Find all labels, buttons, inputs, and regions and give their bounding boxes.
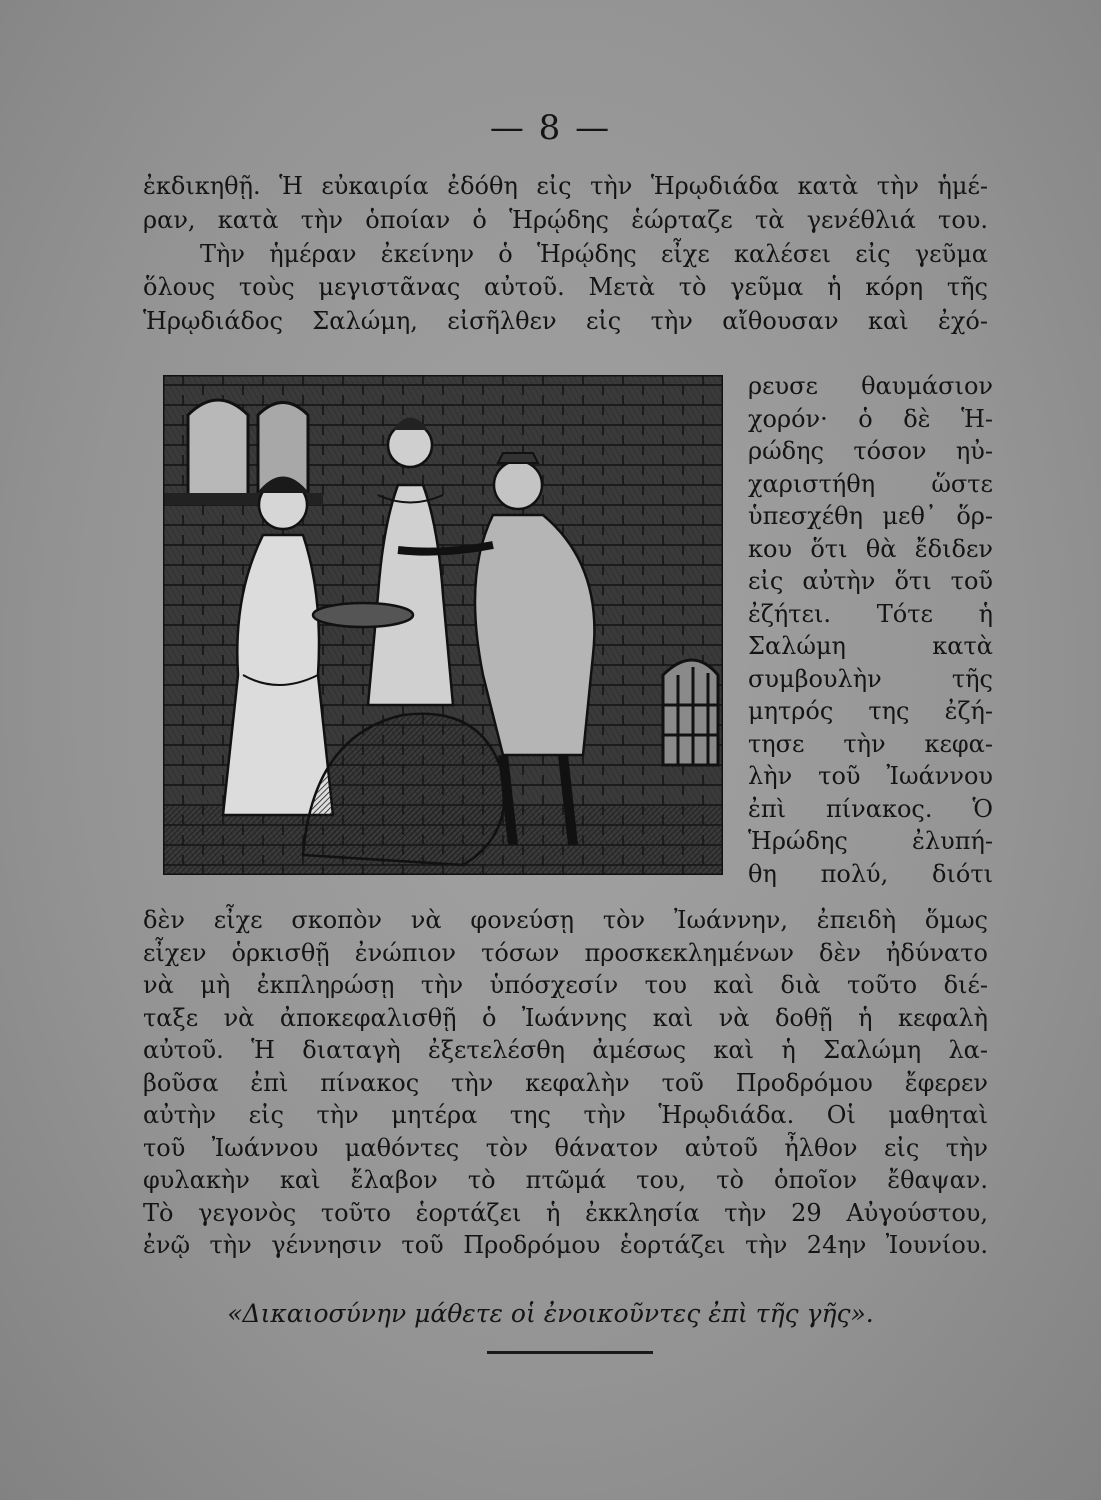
lines-side-line: ἐπὶ πίνακος. Ὁ: [748, 794, 993, 823]
lines-top-line: Τὴν ἡμέραν ἐκείνην ὁ Ἡρῴδης εἶχε καλέσει εἰς γεῦμα: [200, 239, 988, 268]
lines-bottom-line: βοῦσα ἐπὶ πίνακος τὴν κεφαλὴν τοῦ Προδρόμου ἔφερεν: [143, 1068, 988, 1097]
lines-top-line: ραν, κατὰ τὴν ὁποίαν ὁ Ἡρῴδης ἑώρταζε τὰ γενέθλιά του.: [143, 205, 988, 234]
lines-bottom-line: αὐτὴν εἰς τὴν μητέρα της τὴν Ἡρῳδιάδα. Οἱ μαθηταὶ: [143, 1101, 988, 1129]
lines-side-line: μητρός της ἐζή-: [748, 697, 993, 725]
lines-bottom-line: εἶχεν ὁρκισθῇ ἐνώπιον τόσων προσκεκλημένων δὲν ἠδύνατο: [143, 938, 988, 967]
lines-top-line: ὅλους τοὺς μεγιστᾶνας αὐτοῦ. Μετὰ τὸ γεῦμα ἡ κόρη τῆς: [143, 273, 988, 302]
lines-bottom-line: ταξε νὰ ἀποκεφαλισθῇ ὁ Ἰωάννης καὶ νὰ δοθῇ ἡ κεφαλὴ: [143, 1003, 988, 1032]
lines-side-line: Σαλώμη κατὰ: [748, 632, 993, 660]
lines-side-line: ἐζήτει. Τότε ἡ: [748, 599, 993, 628]
lines-bottom-line: δὲν εἶχε σκοπὸν νὰ φονεύσῃ τὸν Ἰωάννην, ἐπειδὴ ὅμως: [143, 906, 988, 934]
lines-bottom-line: φυλακὴν καὶ ἔλαβον τὸ πτῶμά του, τὸ ὁποῖον ἔθαψαν.: [143, 1166, 988, 1194]
lines-bottom-line: τοῦ Ἰωάννου μαθόντες τὸν θάνατον αὐτοῦ ἦλθον εἰς τὴν: [143, 1133, 988, 1162]
lines-top-line: Ἡρῳδιάδος Σαλώμη, εἰσῆλθεν εἰς τὴν αἴθουσαν καὶ ἐχό-: [143, 307, 988, 336]
lines-bottom-line: ἐνῷ τὴν γέννησιν τοῦ Προδρόμου ἑορτάζει τὴν 24ην Ἰουνίου.: [143, 1231, 988, 1259]
lines-bottom-line: Τὸ γεγονὸς τοῦτο ἑορτάζει ἡ ἐκκλησία τὴν 29 Αὐγούστου,: [143, 1198, 988, 1227]
lines-side-line: ρευσε θαυμάσιον: [748, 372, 993, 400]
motto-quote: «Δικαιοσύνην μάθετε οἱ ἐνοικοῦντες ἐπὶ τῆς γῆς».: [227, 1299, 874, 1328]
lines-bottom-line: νὰ μὴ ἐκπληρώσῃ τὴν ὑπόσχεσίν του καὶ διὰ τοῦτο διέ-: [143, 971, 988, 999]
engraving-illustration: [163, 375, 723, 875]
lines-side-line: ρώδης τόσον ηὐ-: [748, 437, 993, 465]
lines-top-line: ἐκδικηθῇ. Ἡ εὐκαιρία ἐδόθη εἰς τὴν Ἡρῳδιάδα κατὰ τὴν ἡμέ-: [143, 172, 988, 200]
lines-bottom-line: αὐτοῦ. Ἡ διαταγὴ ἐξετελέσθη ἀμέσως καὶ ἡ Σαλώμη λα-: [143, 1036, 988, 1064]
lines-side-line: κου ὅτι θὰ ἔδιδεν: [748, 534, 993, 563]
lines-side-line: τησε τὴν κεφα-: [748, 729, 993, 758]
lines-side-line: Ἡρώδης ἐλυπή-: [748, 827, 993, 855]
lines-side-line: θη πολύ, διότι: [748, 859, 993, 888]
lines-side-line: χορόν· ὁ δὲ Ἡ-: [748, 404, 993, 433]
lines-side-line: χαριστήθη ὥστε: [748, 469, 993, 498]
closing-rule: [487, 1351, 653, 1354]
lines-side-line: ὑπεσχέθη μεθ᾽ ὅρ-: [748, 502, 993, 530]
lines-side-line: εἰς αὐτὴν ὅτι τοῦ: [748, 567, 993, 595]
lines-side-line: λὴν τοῦ Ἰωάννου: [748, 762, 993, 790]
lines-side-line: συμβουλὴν τῆς: [748, 664, 993, 693]
page-number: — 8 —: [489, 108, 612, 148]
